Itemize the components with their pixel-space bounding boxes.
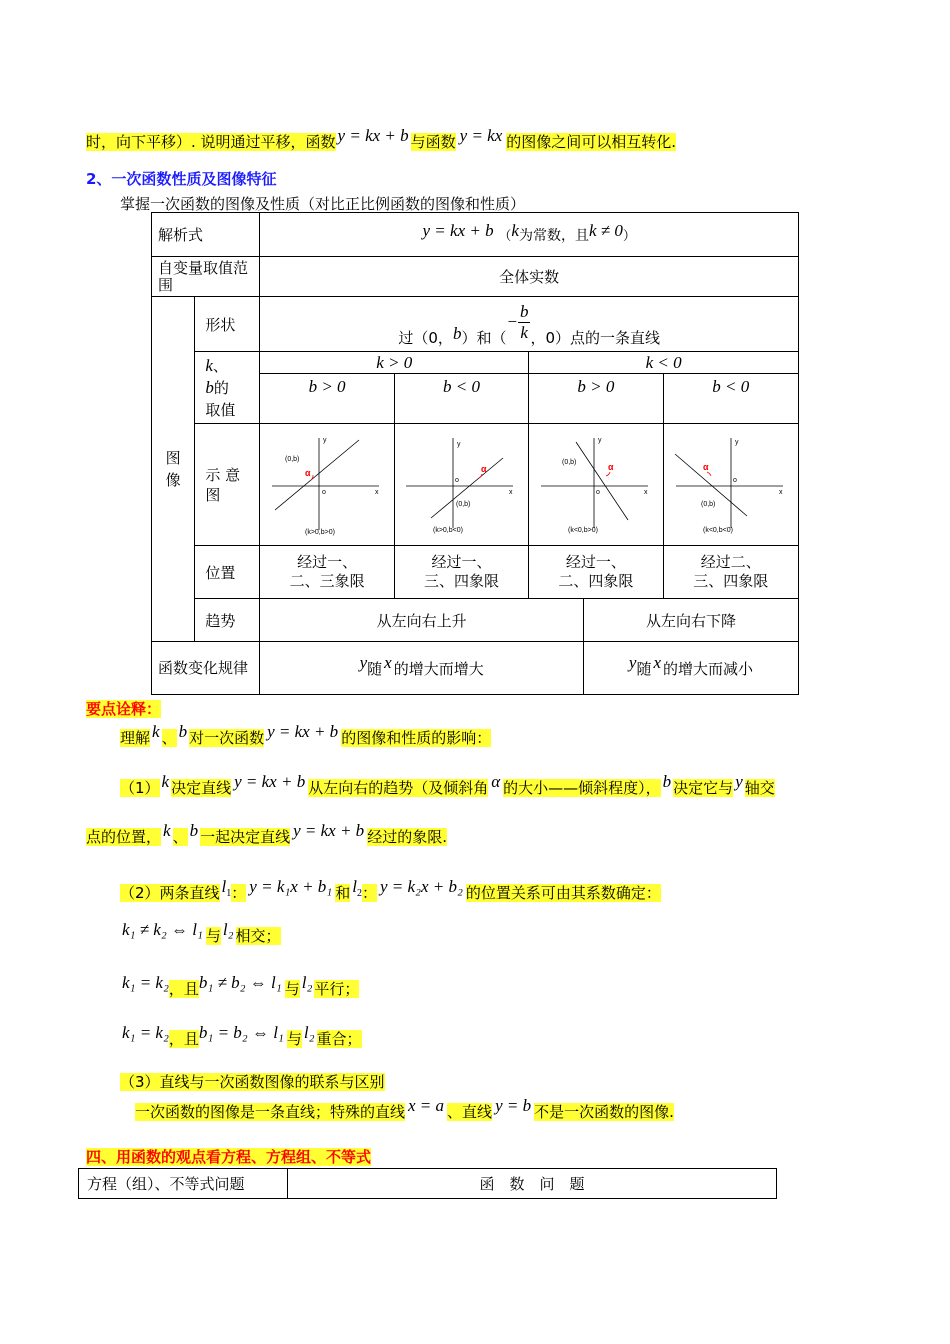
diagram-1-x: x bbox=[375, 488, 379, 496]
diagram-2-caption: (k>0,b<0) bbox=[433, 526, 464, 534]
b-value-1: b > 0 bbox=[260, 374, 394, 424]
intro-formula-2: y = kx bbox=[459, 126, 503, 145]
b-value-3: b > 0 bbox=[529, 374, 663, 424]
shape-label: 形状 bbox=[195, 297, 260, 352]
intro-line bbox=[86, 126, 677, 152]
diagram-2-cell bbox=[394, 424, 528, 546]
diagram-label: 示 意图 bbox=[195, 424, 260, 546]
b-value-4: b < 0 bbox=[663, 374, 798, 424]
diagram-3-cell bbox=[529, 424, 663, 546]
diagram-2-y: y bbox=[457, 440, 461, 448]
position-3: 经过一、 二、四象限 bbox=[529, 546, 663, 599]
diagram-4-alpha: α bbox=[702, 461, 709, 472]
rule-label: 函数变化规律 bbox=[152, 642, 260, 695]
diagram-4-y: y bbox=[734, 438, 739, 446]
diagram-2-graph bbox=[401, 428, 521, 538]
diagram-1-point: (0,b) bbox=[285, 455, 300, 463]
section-2-subtitle: 掌握一次函数的图像及性质（对比正比例函数的图像和性质） bbox=[120, 195, 526, 213]
diagram-2-x: x bbox=[509, 488, 513, 496]
condition-parallel: k₁ = k₂，且b₁ ≠ b₂ ⇔ l₁ 与 l₂ 平行； bbox=[122, 973, 360, 998]
diagram-4-o: o bbox=[732, 476, 737, 484]
row-formula-value: y = kx + b （k为常数，且k ≠ 0） bbox=[260, 213, 799, 257]
notes-point-3-title: （3）直线与一次函数图像的联系与区别 bbox=[120, 1073, 385, 1091]
trend-down: 从左向右下降 bbox=[583, 599, 798, 642]
diagram-4-point: (0,b) bbox=[700, 500, 716, 508]
diagram-3-graph bbox=[536, 428, 656, 538]
kb-label: k、 b的 取值 bbox=[195, 352, 260, 424]
diagram-3-y: y bbox=[597, 436, 602, 444]
diagram-4-caption: (k<0,b<0) bbox=[702, 526, 733, 534]
intro-text-1: 时，向下平移）. 说明通过平移，函数 bbox=[86, 133, 336, 151]
notes-title: 要点诠释： bbox=[86, 700, 162, 718]
diagram-3-point: (0,b) bbox=[561, 458, 577, 466]
trend-label: 趋势 bbox=[195, 599, 260, 642]
diagram-4-cell bbox=[663, 424, 798, 546]
diagram-3-alpha: α bbox=[607, 461, 614, 472]
diagram-4-x: x bbox=[778, 488, 783, 496]
position-2: 经过一、 三、四象限 bbox=[394, 546, 528, 599]
diagram-1-graph bbox=[267, 428, 387, 538]
shape-value: 过（0，b）和（− $\frac{b}{k}$ ，0）点的一条直线 bbox=[260, 297, 799, 352]
intro-formula-1: y = kx + b bbox=[337, 126, 409, 145]
notes-point-3-body: 一次函数的图像是一条直线；特殊的直线 x = a 、直线 y = b 不是一次函数的图像. bbox=[135, 1096, 674, 1121]
diagram-2-point: (0,b) bbox=[456, 500, 471, 508]
section-4-table bbox=[78, 1168, 777, 1199]
trend-up: 从左向右上升 bbox=[260, 599, 584, 642]
condition-intersect: k₁ ≠ k₂ ⇔ l₁ 与 l₂ 相交； bbox=[122, 920, 281, 945]
position-1: 经过一、 二、三象限 bbox=[260, 546, 394, 599]
diagram-1-cell bbox=[260, 424, 394, 546]
position-4: 经过二、 三、四象限 bbox=[663, 546, 798, 599]
image-group-label: 图像 bbox=[152, 297, 195, 642]
intro-text-3: 的图像之间可以相互转化. bbox=[506, 133, 677, 151]
notes-point-1-line-1: （1） k 决定直线 y = kx + b 从左向右的趋势（及倾斜角 α 的大小——倾斜程度）， b 决定它与 y 轴交 bbox=[120, 772, 775, 797]
row-domain-label: 自变量取值范围 bbox=[152, 257, 260, 297]
row-formula-label: 解析式 bbox=[152, 213, 260, 257]
k-negative-header: k < 0 bbox=[529, 352, 799, 374]
section-4-col-1: 方程（组）、不等式问题 bbox=[79, 1169, 288, 1199]
diagram-1-caption: (k>0,b>0) bbox=[305, 528, 336, 536]
k-positive-header: k > 0 bbox=[260, 352, 529, 374]
section-4-title: 四、用函数的观点看方程、方程组、不等式 bbox=[86, 1148, 372, 1166]
diagram-3-o: o bbox=[595, 488, 600, 496]
diagram-1-o: o bbox=[322, 488, 326, 496]
notes-point-2: （2）两条直线 $l_1$： y = k₁x + b₁ 和 $l_2$： y = k₂x + b₂ 的位置关系可由其系数确定： bbox=[120, 877, 661, 902]
rule-increasing: y随 x 的增大而增大 bbox=[260, 642, 584, 695]
notes-point-1-line-2: 点的位置， k 、 b 一起决定直线 y = kx + b 经过的象限. bbox=[86, 821, 447, 846]
intro-text-2: 与函数 bbox=[410, 133, 456, 151]
notes-line-1: 理解 k 、 b 对一次函数 y = kx + b 的图像和性质的影响： bbox=[120, 722, 492, 747]
rule-decreasing: y随 x 的增大而减小 bbox=[583, 642, 798, 695]
diagram-4-graph bbox=[671, 428, 791, 538]
diagram-1-alpha: α bbox=[305, 467, 311, 478]
diagram-3-x: x bbox=[643, 488, 648, 496]
section-2-title: 2、一次函数性质及图像特征 bbox=[86, 170, 277, 188]
section-4-col-2: 函 数 问 题 bbox=[288, 1169, 777, 1199]
diagram-3-caption: (k<0,b>0) bbox=[567, 526, 598, 534]
diagram-1-y: y bbox=[323, 436, 327, 444]
diagram-2-o: o bbox=[455, 476, 460, 484]
condition-coincide: k₁ = k₂，且b₁ = b₂ ⇔ l₁ 与 l₂ 重合； bbox=[122, 1023, 362, 1048]
diagram-2-alpha: α bbox=[481, 463, 488, 474]
b-value-2: b < 0 bbox=[394, 374, 528, 424]
row-domain-value: 全体实数 bbox=[260, 257, 799, 297]
linear-function-table bbox=[151, 212, 799, 695]
position-label: 位置 bbox=[195, 546, 260, 599]
